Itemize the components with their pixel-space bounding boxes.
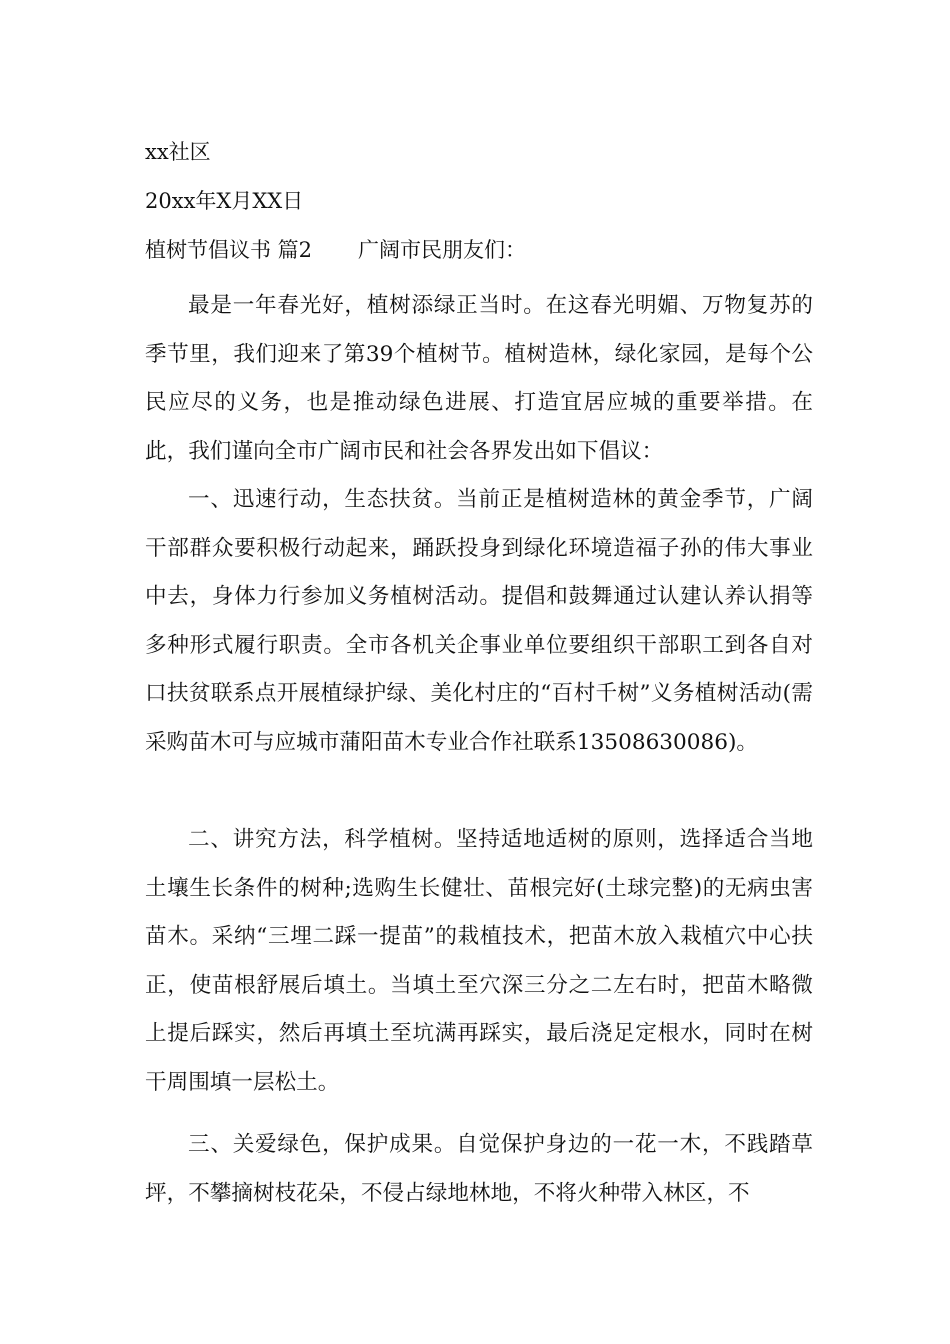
paragraph-point-3: 三、关爱绿色，保护成果。自觉保护身边的一花一木，不践踏草坪，不攀摘树枝花朵，不侵占绿地林地，不将火种带入林区，不 (145, 1132, 813, 1206)
document-title: 植树节倡议书 篇2 (145, 238, 313, 262)
paragraph-point-1: 一、迅速行动，生态扶贫。当前正是植树造林的黄金季节，广阔干部群众要积极行动起来，踊跃投身到绿化环境造福子孙的伟大事业中去，身体力行参加义务植树活动。提倡和鼓舞通过认建认养认捐等多种形式履行职责。全市各机关企事业单位要组织干部职工到各自对口扶贫联系点开展植绿护绿、美化村庄的“百村千树”义务植树活动(需采购苗木可与应城市蒲阳苗木专业合作社联系13508630086)。 (145, 487, 813, 755)
title-line (145, 235, 526, 265)
community-name: xx社区 (145, 140, 211, 164)
paragraph-intro: 最是一年春光好，植树添绿正当时。在这春光明媚、万物复苏的季节里，我们迎来了第39个植树节。植树造林，绿化家园，是每个公民应尽的义务，也是推动绿色进展、打造宜居应城的重要举措。在此，我们谨向全市广阔市民和社会各界发出如下倡议： (145, 293, 813, 464)
paragraph-point-2: 二、讲究方法，科学植树。坚持适地适树的原则，选择适合当地土壤生长条件的树种;选购生长健壮、苗根完好(土球完整)的无病虫害苗木。采纳“三埋二踩一提苗”的栽植技术，把苗木放入栽植穴中心扶正，使苗根舒展后填土。当填土至穴深三分之二左右时，把苗木略微上提后踩实，然后再填土至坑满再踩实，最后浇足定根水，同时在树干周围填一层松土。 (145, 827, 813, 1095)
salutation: 广阔市民朋友们： (358, 238, 527, 262)
document-date: 20xx年X月XX日 (145, 189, 304, 213)
